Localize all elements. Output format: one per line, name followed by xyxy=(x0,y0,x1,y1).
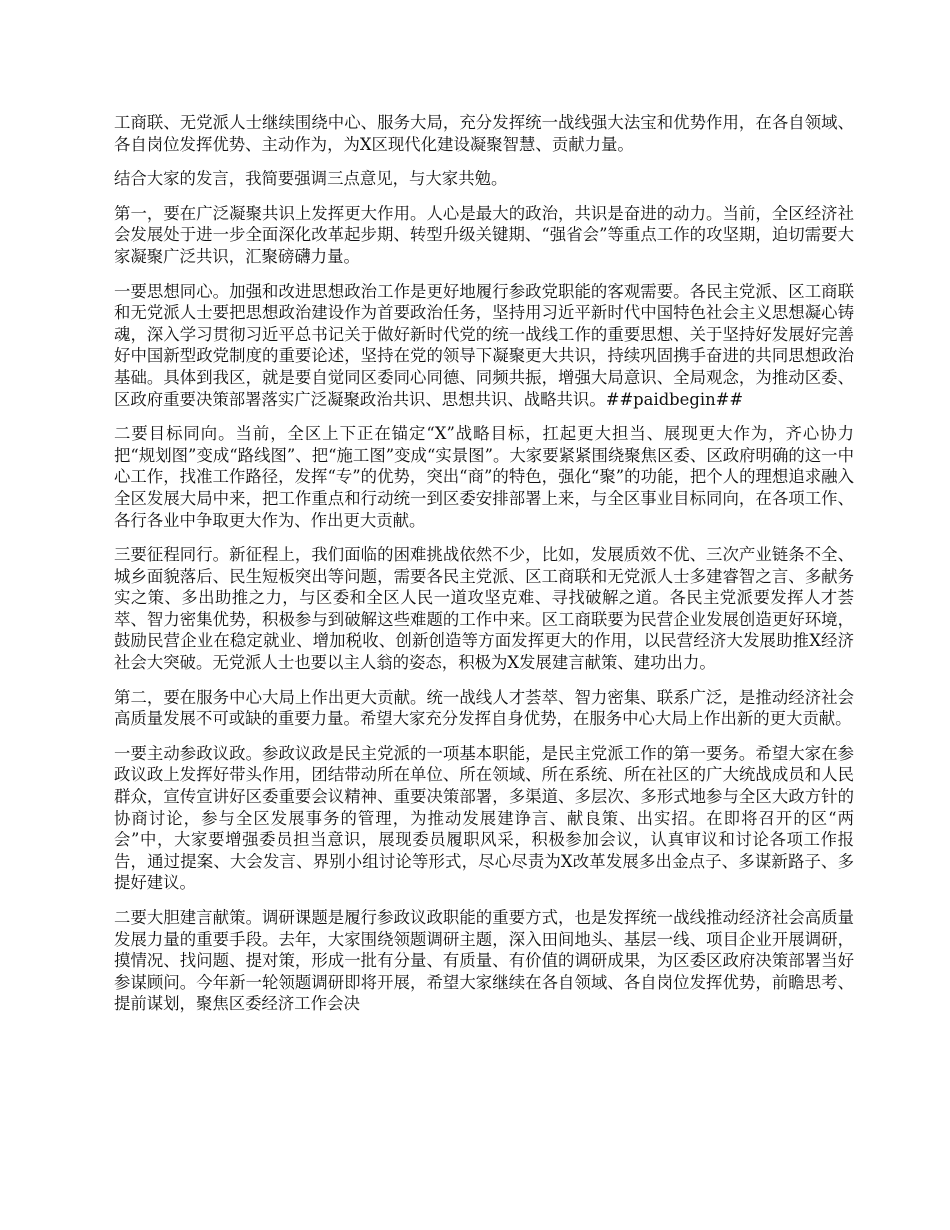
paragraph-7: 第二，要在服务中心大局上作出更大贡献。统一战线人才荟萃、智力密集、联系广泛，是推动经济社会高质量发展不可或缺的重要力量。希望大家充分发挥自身优势，在服务中心大局上作出新的更大贡献。 xyxy=(114,687,854,729)
paragraph-2: 结合大家的发言，我简要强调三点意见，与大家共勉。 xyxy=(114,169,508,189)
paragraph-1: 工商联、无党派人士继续围绕中心、服务大局，充分发挥统一战线强大法宝和优势作用，在各自领域、各自岗位发挥优势、主动作为，为X区现代化建设凝聚智慧、贡献力量。 xyxy=(114,113,854,154)
document-body xyxy=(114,112,854,1028)
paragraph-9: 二要大胆建言献策。调研课题是履行参政议政职能的重要方式，也是发挥统一战线推动经济社会高质量发展力量的重要手段。去年，大家围绕领题调研主题，深入田间地头、基层一线、项目企业开展调研，摸情况、找问题、提对策，形成一批有分量、有质量、有价值的调研成果，为区委区政府决策部署当好参谋顾问。今年新一轮领题调研即将开展，希望大家继续在各自领域、各自岗位发挥优势，前瞻思考、提前谋划，聚焦区委经济工作会决 xyxy=(114,908,854,1014)
paragraph-4: 一要思想同心。加强和改进思想政治工作是更好地履行参政党职能的客观需要。各民主党派、区工商联和无党派人士要把思想政治建设作为首要政治任务，坚持用习近平新时代中国特色社会主义思想凝心铸魂，深入学习贯彻习近平总书记关于做好新时代党的统一战线工作的重要思想、关于坚持好发展好完善好中国新型政党制度的重要论述，坚持在党的领导下凝聚更大共识，持续巩固携手奋进的共同思想政治基础。具体到我区，就是要自觉同区委同心同德、同频共振，增强大局意识、全局观念，为推动区委、区政府重要决策部署落实广泛凝聚政治共识、思想共识、战略共识。##paidbegin## xyxy=(114,281,854,409)
paragraph-5: 二要目标同向。当前，全区上下正在锚定“X”战略目标，扛起更大担当、展现更大作为，齐心协力把“规划图”变成“路线图”、把“施工图”变成“实景图”。大家要紧紧围绕聚焦区委、区政府明确的这一中心工作，找准工作路径，发挥“专”的优势，突出“商”的特色，强化“聚”的功能，把个人的理想追求融入全区发展大局中来，把工作重点和行动统一到区委安排部署上来，与全区事业目标同向，在各项工作、各行各业中争取更大作为、作出更大贡献。 xyxy=(114,424,854,530)
paragraph-6: 三要征程同行。新征程上，我们面临的困难挑战依然不少，比如，发展质效不优、三次产业链条不全、城乡面貌落后、民生短板突出等问题，需要各民主党派、区工商联和无党派人士多建睿智之言、多献务实之策、多出助推之力，与区委和全区人民一道攻坚克难、寻找破解之道。各民主党派要发挥人才荟萃、智力密集优势，积极参与到破解这些难题的工作中来。区工商联要为民营企业发展创造更好环境，鼓励民营企业在稳定就业、增加税收、创新创造等方面发挥更大的作用，以民营经济大发展助推X经济社会大突破。无党派人士也要以主人翁的姿态，积极为X发展建言献策、建功出力。 xyxy=(114,545,854,673)
paragraph-8: 一要主动参政议政。参政议政是民主党派的一项基本职能，是民主党派工作的第一要务。希望大家在参政议政上发挥好带头作用，团结带动所在单位、所在领域、所在系统、所在社区的广大统战成员和人民群众，宣传宣讲好区委重要会议精神、重要决策部署，多渠道、多层次、多形式地参与全区大政方针的协商讨论，参与全区发展事务的管理，为推动发展建诤言、献良策、出实招。在即将召开的区“两会”中，大家要增强委员担当意识，展现委员履职风采，积极参加会议，认真审议和讨论各项工作报告，通过提案、大会发言、界别小组讨论等形式，尽心尽责为X改革发展多出金点子、多谋新路子、多提好建议。 xyxy=(114,743,854,893)
paragraph-3: 第一，要在广泛凝聚共识上发挥更大作用。人心是最大的政治，共识是奋进的动力。当前，全区经济社会发展处于进一步全面深化改革起步期、转型升级关键期、“强省会”等重点工作的攻坚期，迫切需要大家凝聚广泛共识，汇聚磅礴力量。 xyxy=(114,203,854,266)
